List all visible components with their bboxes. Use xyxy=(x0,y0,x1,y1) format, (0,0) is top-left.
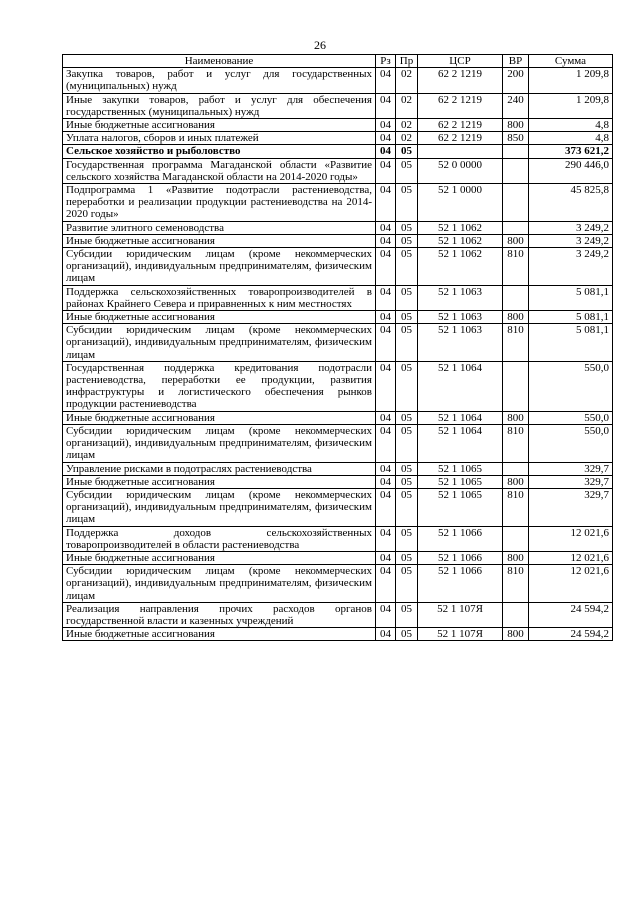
cell-name: Сельское хозяйство и рыболовство xyxy=(63,145,376,158)
cell-name: Поддержка сельскохозяйственных товаропроизводителей в районах Крайнего Севера и приравненных к ним местностях xyxy=(63,285,376,310)
header-name: Наименование xyxy=(63,55,376,68)
cell-vr xyxy=(503,158,529,183)
cell-vr xyxy=(503,526,529,551)
cell-rz: 04 xyxy=(376,602,396,627)
table-row xyxy=(63,158,613,183)
cell-pr: 02 xyxy=(396,93,418,118)
cell-pr: 05 xyxy=(396,361,418,411)
cell-sum: 290 446,0 xyxy=(529,158,613,183)
cell-name: Иные бюджетные ассигнования xyxy=(63,411,376,424)
cell-csr: 52 1 1066 xyxy=(418,526,503,551)
cell-sum: 329,7 xyxy=(529,475,613,488)
table-row xyxy=(63,184,613,222)
cell-vr: 240 xyxy=(503,93,529,118)
table-row xyxy=(63,411,613,424)
cell-pr: 02 xyxy=(396,119,418,132)
cell-sum: 12 021,6 xyxy=(529,526,613,551)
cell-pr: 05 xyxy=(396,488,418,526)
cell-name: Иные бюджетные ассигнования xyxy=(63,234,376,247)
cell-sum: 550,0 xyxy=(529,411,613,424)
header-csr: ЦСР xyxy=(418,55,503,68)
cell-sum: 329,7 xyxy=(529,462,613,475)
table-row xyxy=(63,285,613,310)
cell-sum: 12 021,6 xyxy=(529,565,613,603)
cell-name: Иные бюджетные ассигнования xyxy=(63,551,376,564)
cell-pr: 05 xyxy=(396,184,418,222)
cell-rz: 04 xyxy=(376,462,396,475)
cell-csr: 52 1 0000 xyxy=(418,184,503,222)
cell-vr: 810 xyxy=(503,248,529,286)
cell-sum: 1 209,8 xyxy=(529,93,613,118)
cell-vr: 800 xyxy=(503,551,529,564)
table-row xyxy=(63,221,613,234)
header-pr: Пр xyxy=(396,55,418,68)
cell-pr: 05 xyxy=(396,475,418,488)
cell-rz: 04 xyxy=(376,424,396,462)
cell-sum: 3 249,2 xyxy=(529,221,613,234)
cell-name: Иные бюджетные ассигнования xyxy=(63,311,376,324)
cell-csr: 52 1 107Я xyxy=(418,602,503,627)
table-row xyxy=(63,424,613,462)
page-number: 26 xyxy=(314,38,326,52)
table-row xyxy=(63,324,613,362)
cell-pr: 05 xyxy=(396,145,418,158)
cell-pr: 05 xyxy=(396,565,418,603)
cell-name: Управление рисками в подотраслях растениеводства xyxy=(63,462,376,475)
cell-csr: 52 1 1064 xyxy=(418,411,503,424)
cell-rz: 04 xyxy=(376,221,396,234)
cell-rz: 04 xyxy=(376,158,396,183)
cell-pr: 05 xyxy=(396,248,418,286)
cell-vr xyxy=(503,361,529,411)
cell-rz: 04 xyxy=(376,488,396,526)
cell-csr: 52 1 1065 xyxy=(418,475,503,488)
table-row xyxy=(63,628,613,641)
cell-rz: 04 xyxy=(376,551,396,564)
header-rz: Рз xyxy=(376,55,396,68)
cell-rz: 04 xyxy=(376,93,396,118)
cell-rz: 04 xyxy=(376,324,396,362)
cell-rz: 04 xyxy=(376,526,396,551)
cell-vr xyxy=(503,602,529,627)
cell-pr: 02 xyxy=(396,132,418,145)
cell-name: Развитие элитного семеноводства xyxy=(63,221,376,234)
cell-pr: 05 xyxy=(396,551,418,564)
cell-name: Иные бюджетные ассигнования xyxy=(63,475,376,488)
cell-pr: 05 xyxy=(396,221,418,234)
cell-csr: 52 1 1063 xyxy=(418,285,503,310)
cell-vr: 800 xyxy=(503,234,529,247)
cell-rz: 04 xyxy=(376,132,396,145)
cell-sum: 45 825,8 xyxy=(529,184,613,222)
cell-pr: 05 xyxy=(396,526,418,551)
cell-pr: 05 xyxy=(396,311,418,324)
budget-table xyxy=(62,54,613,641)
cell-name: Подпрограмма 1 «Развитие подотрасли растениеводства, переработки и реализации продукции растениеводства на 2014-2020 годы» xyxy=(63,184,376,222)
cell-csr: 52 1 1062 xyxy=(418,234,503,247)
cell-pr: 05 xyxy=(396,158,418,183)
table-row xyxy=(63,551,613,564)
cell-sum: 3 249,2 xyxy=(529,248,613,286)
cell-vr: 810 xyxy=(503,488,529,526)
cell-csr: 52 1 1064 xyxy=(418,361,503,411)
table-body xyxy=(63,68,613,641)
cell-vr: 800 xyxy=(503,628,529,641)
table-row xyxy=(63,119,613,132)
table-row xyxy=(63,145,613,158)
cell-vr: 850 xyxy=(503,132,529,145)
table-row xyxy=(63,526,613,551)
cell-name: Государственная поддержка кредитования подотрасли растениеводства, переработки ее продукции, развития инфраструктуры и логистического обеспечения рынков продукции растениеводства xyxy=(63,361,376,411)
cell-sum: 373 621,2 xyxy=(529,145,613,158)
cell-rz: 04 xyxy=(376,234,396,247)
cell-rz: 04 xyxy=(376,184,396,222)
table-row xyxy=(63,311,613,324)
cell-pr: 05 xyxy=(396,411,418,424)
cell-pr: 05 xyxy=(396,234,418,247)
cell-vr: 810 xyxy=(503,324,529,362)
cell-name: Закупка товаров, работ и услуг для государственных (муниципальных) нужд xyxy=(63,68,376,93)
cell-sum: 5 081,1 xyxy=(529,324,613,362)
cell-pr: 05 xyxy=(396,602,418,627)
cell-rz: 04 xyxy=(376,475,396,488)
cell-vr xyxy=(503,145,529,158)
cell-rz: 04 xyxy=(376,285,396,310)
cell-rz: 04 xyxy=(376,628,396,641)
table-row xyxy=(63,565,613,603)
cell-csr: 52 1 1062 xyxy=(418,248,503,286)
cell-name: Субсидии юридическим лицам (кроме некоммерческих организаций), индивидуальным предпринимателям, физическим лицам xyxy=(63,424,376,462)
cell-sum: 12 021,6 xyxy=(529,551,613,564)
header-sum: Сумма xyxy=(529,55,613,68)
table-row xyxy=(63,68,613,93)
cell-name: Реализация направления прочих расходов органов государственной власти и казенных учреждений xyxy=(63,602,376,627)
cell-name: Субсидии юридическим лицам (кроме некоммерческих организаций), индивидуальным предпринимателям, физическим лицам xyxy=(63,565,376,603)
cell-rz: 04 xyxy=(376,311,396,324)
cell-sum: 550,0 xyxy=(529,424,613,462)
cell-vr: 800 xyxy=(503,411,529,424)
cell-name: Поддержка доходов сельскохозяйственных товаропроизводителей в области растениеводства xyxy=(63,526,376,551)
cell-csr xyxy=(418,145,503,158)
cell-name: Иные бюджетные ассигнования xyxy=(63,628,376,641)
cell-sum: 5 081,1 xyxy=(529,311,613,324)
cell-vr xyxy=(503,221,529,234)
cell-sum: 329,7 xyxy=(529,488,613,526)
cell-csr: 52 1 1063 xyxy=(418,311,503,324)
cell-csr: 52 1 1064 xyxy=(418,424,503,462)
header-vr: ВР xyxy=(503,55,529,68)
cell-sum: 1 209,8 xyxy=(529,68,613,93)
cell-vr xyxy=(503,462,529,475)
cell-sum: 3 249,2 xyxy=(529,234,613,247)
cell-name: Субсидии юридическим лицам (кроме некоммерческих организаций), индивидуальным предпринимателям, физическим лицам xyxy=(63,324,376,362)
cell-sum: 4,8 xyxy=(529,132,613,145)
table-row xyxy=(63,488,613,526)
table-row xyxy=(63,234,613,247)
table-row xyxy=(63,475,613,488)
cell-rz: 04 xyxy=(376,361,396,411)
cell-sum: 24 594,2 xyxy=(529,602,613,627)
cell-csr: 52 1 107Я xyxy=(418,628,503,641)
cell-vr: 800 xyxy=(503,311,529,324)
cell-name: Иные закупки товаров, работ и услуг для обеспечения государственных (муниципальных) нужд xyxy=(63,93,376,118)
cell-name: Иные бюджетные ассигнования xyxy=(63,119,376,132)
cell-csr: 52 1 1065 xyxy=(418,488,503,526)
cell-pr: 05 xyxy=(396,462,418,475)
cell-rz: 04 xyxy=(376,68,396,93)
table-row xyxy=(63,93,613,118)
cell-pr: 05 xyxy=(396,324,418,362)
table-row xyxy=(63,361,613,411)
table-row xyxy=(63,132,613,145)
cell-csr: 62 2 1219 xyxy=(418,132,503,145)
cell-sum: 24 594,2 xyxy=(529,628,613,641)
cell-pr: 05 xyxy=(396,628,418,641)
cell-name: Субсидии юридическим лицам (кроме некоммерческих организаций), индивидуальным предпринимателям, физическим лицам xyxy=(63,488,376,526)
cell-csr: 62 2 1219 xyxy=(418,119,503,132)
cell-name: Субсидии юридическим лицам (кроме некоммерческих организаций), индивидуальным предпринимателям, физическим лицам xyxy=(63,248,376,286)
cell-vr: 200 xyxy=(503,68,529,93)
cell-rz: 04 xyxy=(376,248,396,286)
cell-vr: 810 xyxy=(503,565,529,603)
cell-vr xyxy=(503,184,529,222)
cell-vr xyxy=(503,285,529,310)
cell-rz: 04 xyxy=(376,145,396,158)
cell-csr: 52 1 1065 xyxy=(418,462,503,475)
table-header-row xyxy=(63,55,613,68)
cell-csr: 62 2 1219 xyxy=(418,93,503,118)
cell-csr: 52 1 1062 xyxy=(418,221,503,234)
cell-sum: 5 081,1 xyxy=(529,285,613,310)
cell-rz: 04 xyxy=(376,411,396,424)
cell-sum: 550,0 xyxy=(529,361,613,411)
cell-csr: 62 2 1219 xyxy=(418,68,503,93)
cell-pr: 05 xyxy=(396,285,418,310)
cell-pr: 05 xyxy=(396,424,418,462)
cell-rz: 04 xyxy=(376,119,396,132)
cell-vr: 810 xyxy=(503,424,529,462)
cell-rz: 04 xyxy=(376,565,396,603)
cell-name: Уплата налогов, сборов и иных платежей xyxy=(63,132,376,145)
cell-sum: 4,8 xyxy=(529,119,613,132)
table-row xyxy=(63,248,613,286)
cell-csr: 52 1 1063 xyxy=(418,324,503,362)
cell-vr: 800 xyxy=(503,119,529,132)
cell-vr: 800 xyxy=(503,475,529,488)
cell-name: Государственная программа Магаданской области «Развитие сельского хозяйства Магаданской области на 2014-2020 годы» xyxy=(63,158,376,183)
cell-pr: 02 xyxy=(396,68,418,93)
cell-csr: 52 1 1066 xyxy=(418,565,503,603)
cell-csr: 52 1 1066 xyxy=(418,551,503,564)
table-row xyxy=(63,602,613,627)
cell-csr: 52 0 0000 xyxy=(418,158,503,183)
table-row xyxy=(63,462,613,475)
